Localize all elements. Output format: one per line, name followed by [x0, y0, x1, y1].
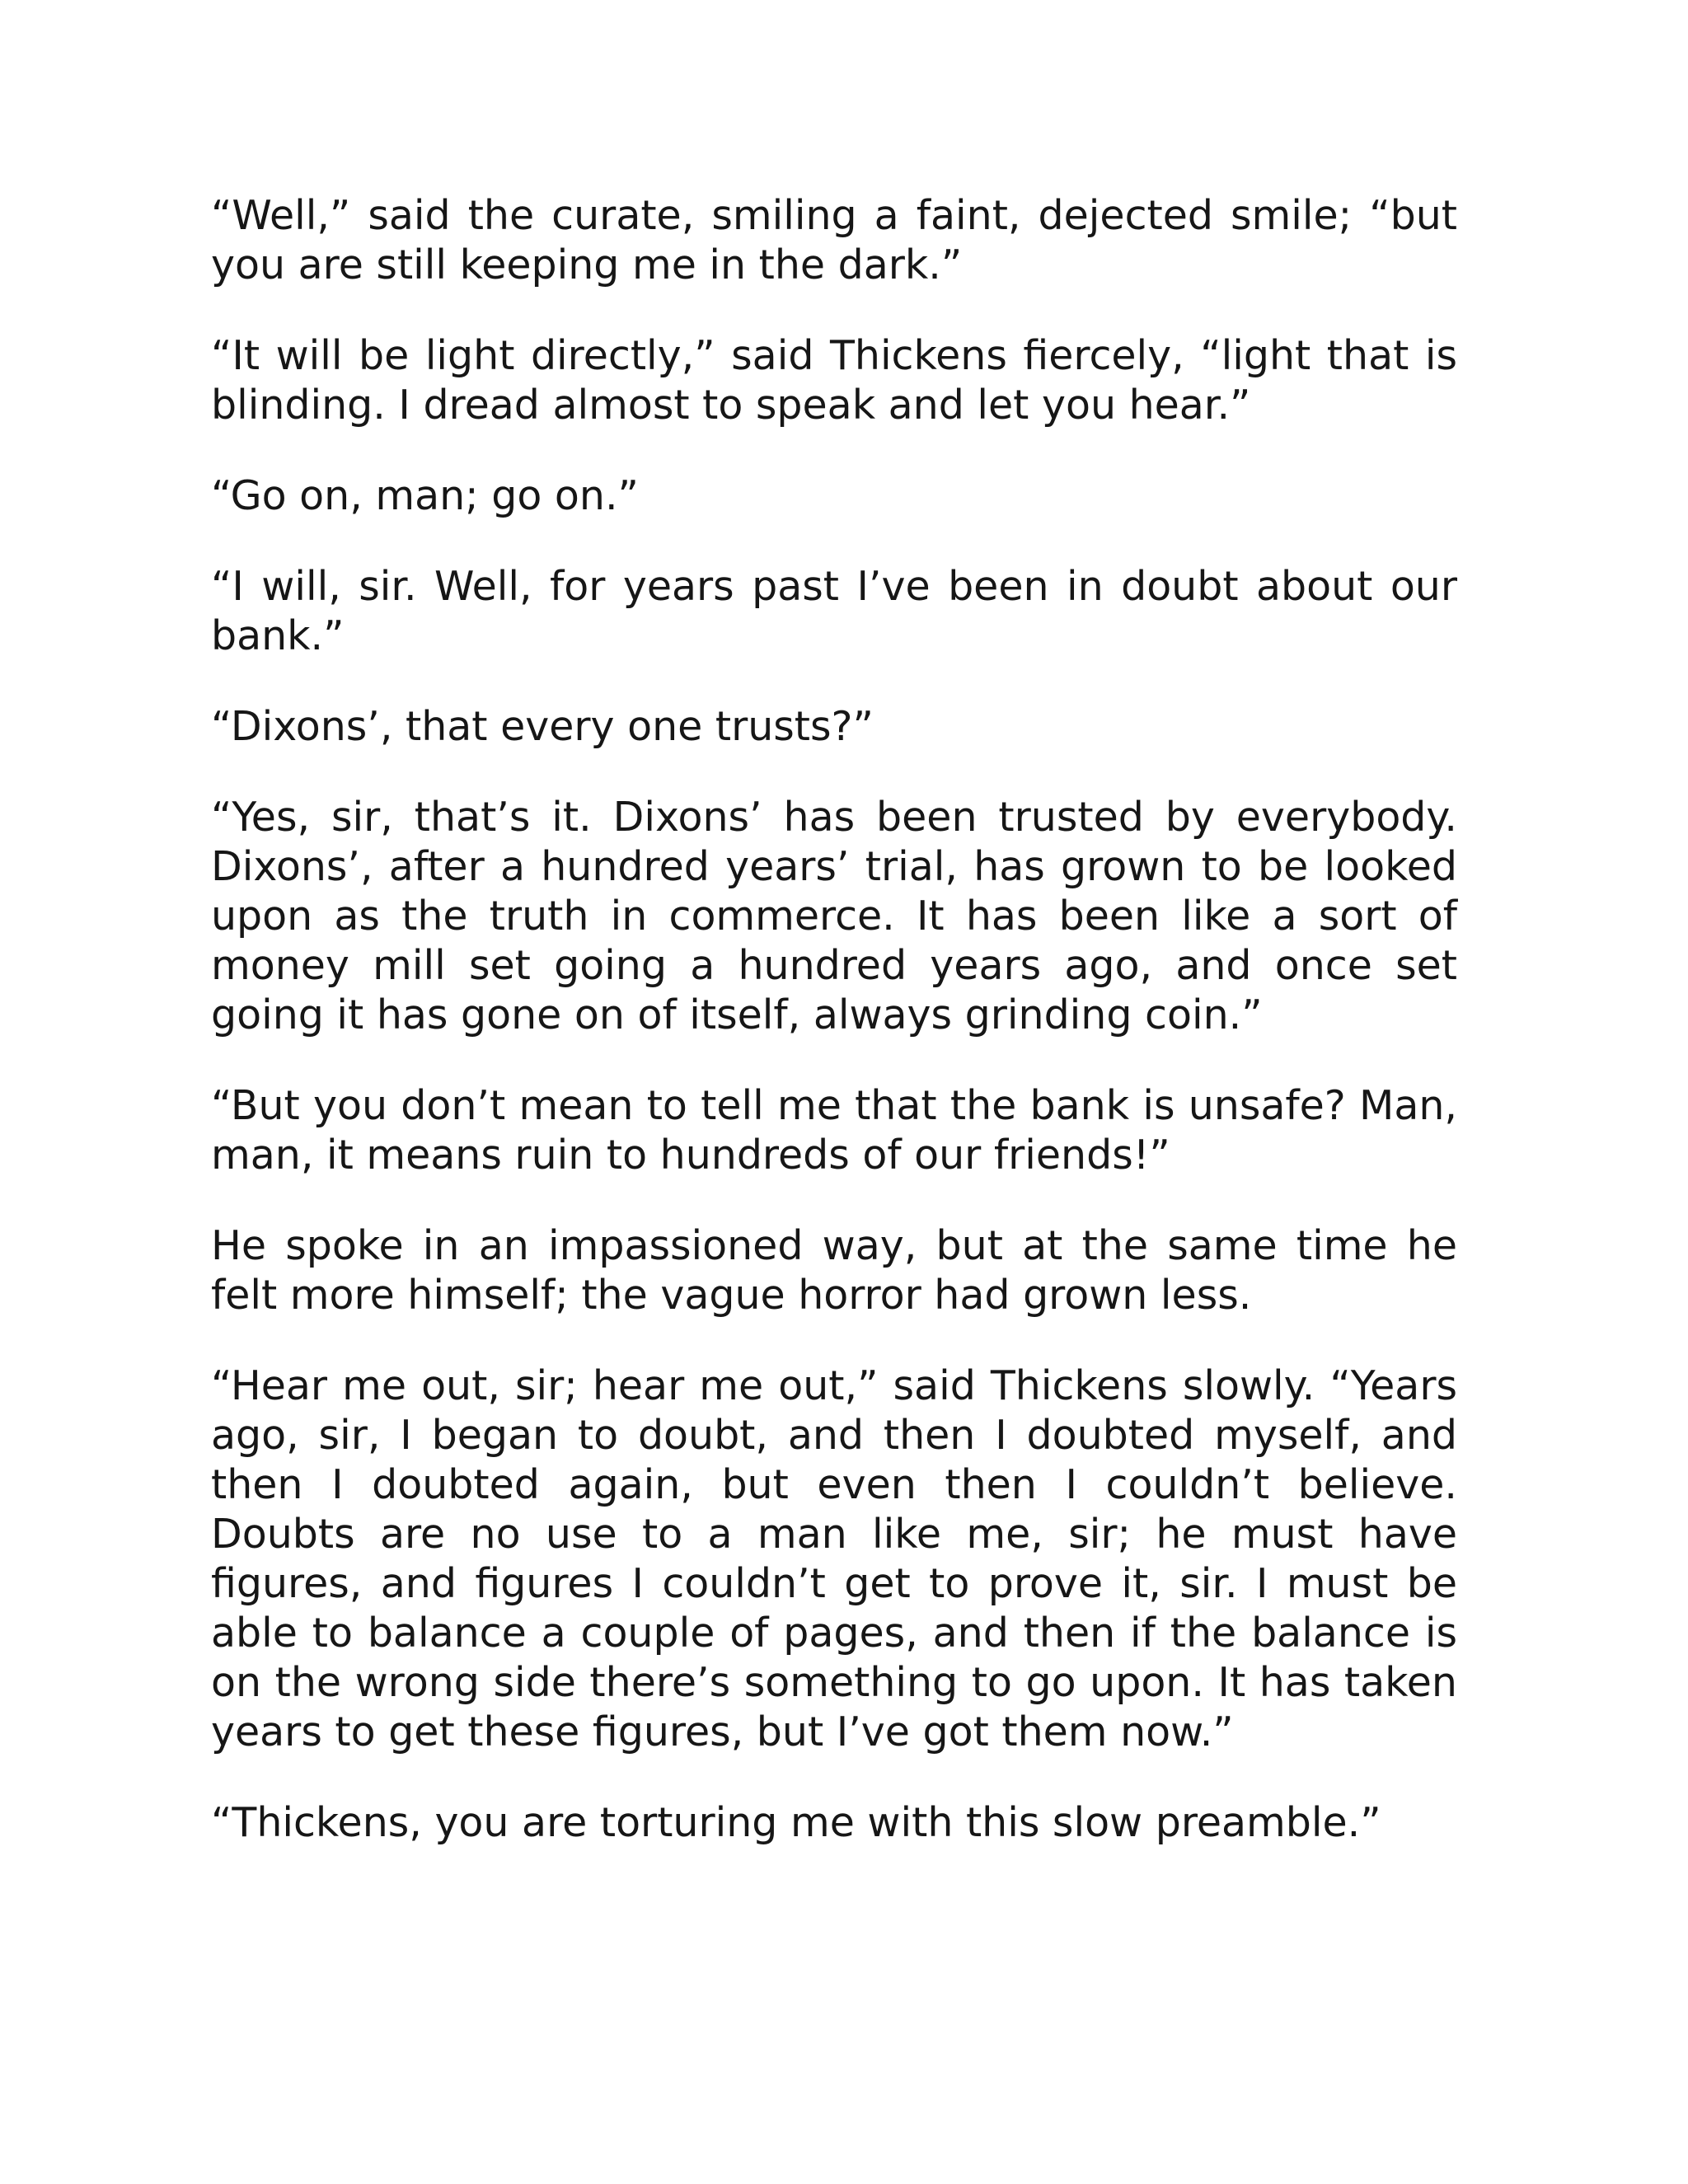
paragraph-4: “I will, sir. Well, for years past I’ve been in doubt about our bank.” — [211, 563, 1457, 659]
paragraph-3: “Go on, man; go on.” — [211, 472, 639, 519]
paragraph-1: “Well,” said the curate, smiling a faint, dejected smile; “but you are still keeping me in the dark.” — [211, 192, 1457, 288]
paragraph-7: “But you don’t mean to tell me that the bank is unsafe? Man, man, it means ruin to hundreds of our friends!” — [211, 1082, 1457, 1179]
paragraph-10: “Thickens, you are torturing me with this slow preamble.” — [211, 1799, 1381, 1846]
paragraph-9: “Hear me out, sir; hear me out,” said Thickens slowly. “Years ago, sir, I began to doubt, and then I doubted myself, and then I doubted again, but even then I couldn’t believe. Doubts are no use to a man like me, sir; he must have figures, and figures I couldn’t get to prove it, sir. I must be able to balance a couple of pages, and then if the balance is on the wrong side there’s something to go upon. It has taken years to get these figures, but I’ve got them now.” — [211, 1362, 1457, 1755]
paragraph-2: “It will be light directly,” said Thickens fiercely, “light that is blinding. I dread almost to speak and let you hear.” — [211, 332, 1457, 429]
paragraph-5: “Dixons’, that every one trusts?” — [211, 703, 874, 750]
paragraph-6: “Yes, sir, that’s it. Dixons’ has been trusted by everybody. Dixons’, after a hundred years’ trial, has grown to be looked upon as the truth in commerce. It has been like a sort of money mill set going a hundred years ago, and once set going it has gone on of itself, always grinding coin.” — [211, 794, 1457, 1038]
body-text — [211, 191, 1457, 1889]
paragraph-8: He spoke in an impassioned way, but at the same time he felt more himself; the vague horror had grown less. — [211, 1222, 1457, 1319]
